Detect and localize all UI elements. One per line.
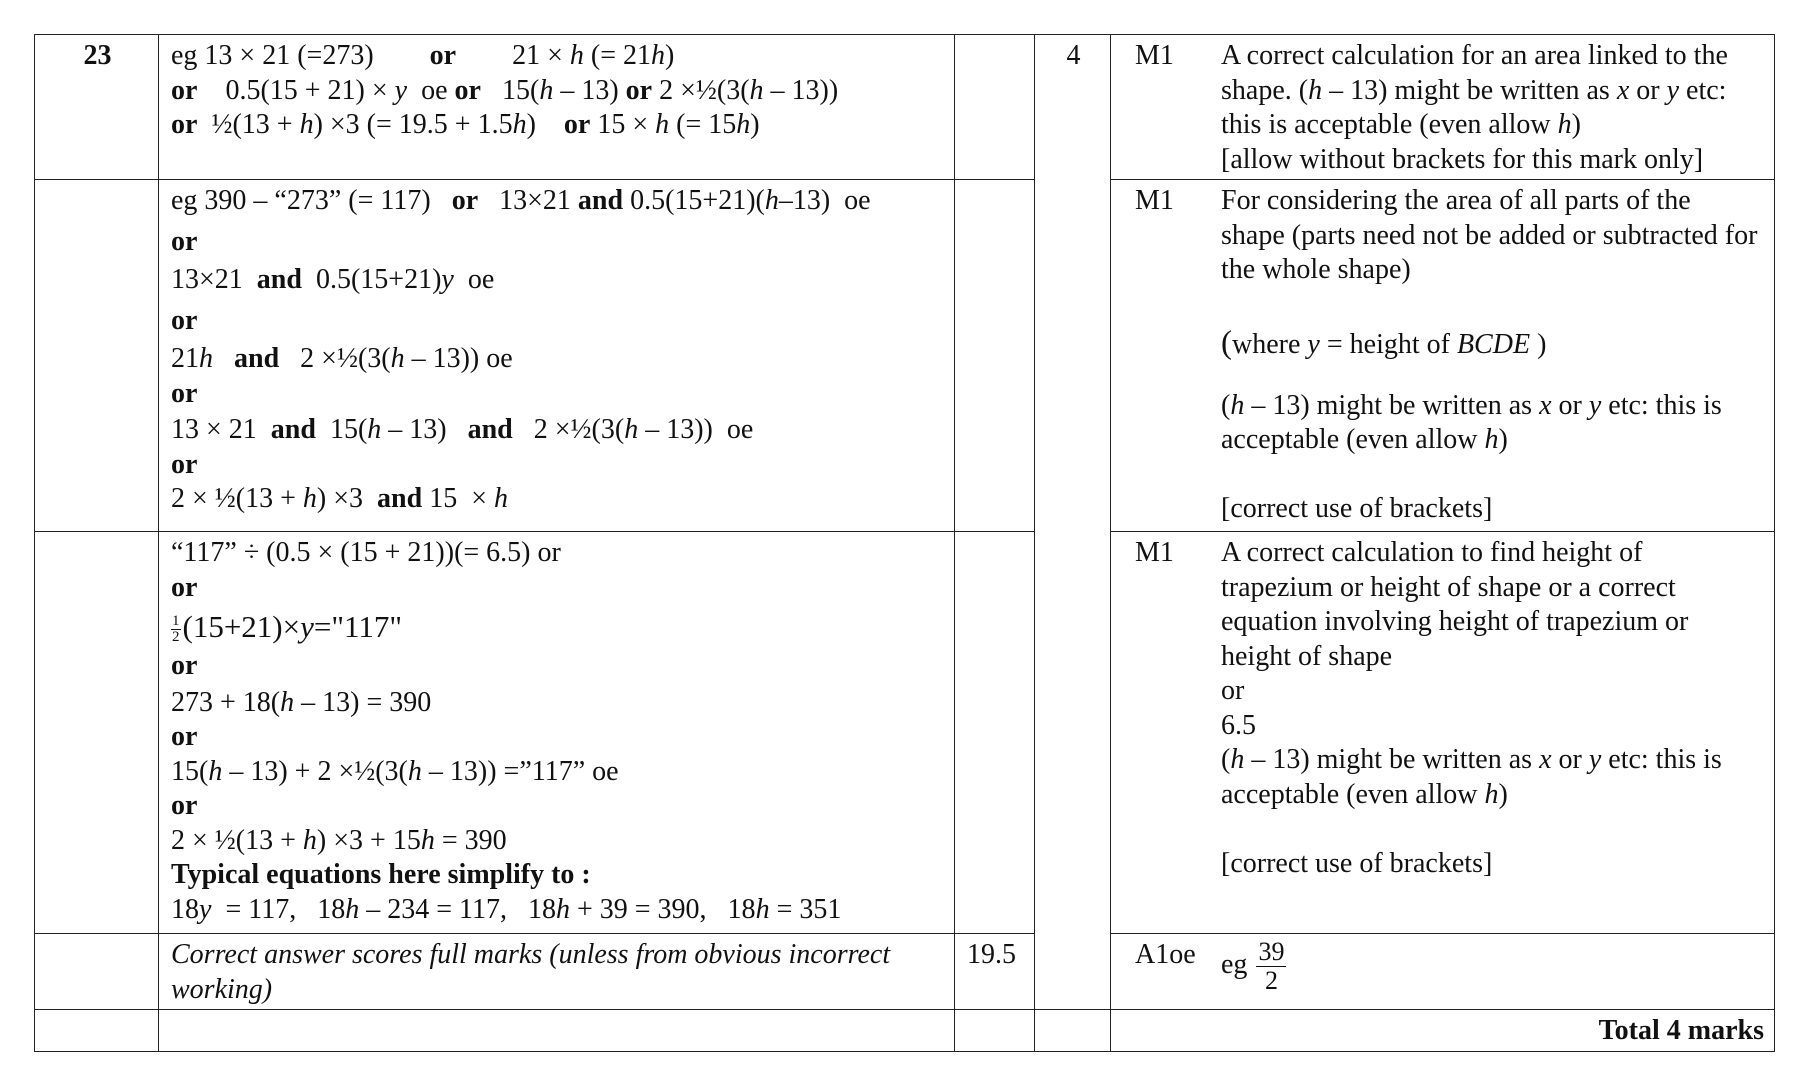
working-line: 13×21 and 0.5(15+21)y oe	[171, 264, 495, 295]
working-or: or	[171, 448, 198, 480]
working-or: or	[171, 377, 198, 409]
working-cell	[159, 180, 955, 532]
working-line: $\frac{1}{2}$ (15+21)×y="117"	[172, 609, 403, 646]
table-row	[35, 180, 1775, 532]
table-row	[35, 1010, 1775, 1052]
question-number: 23	[35, 35, 159, 180]
guidance-cell	[1111, 35, 1775, 180]
mark-scheme	[34, 34, 1774, 1052]
working-line: 273 + 18(h – 13) = 390	[171, 686, 432, 718]
empty-cell	[35, 1010, 159, 1052]
mark-code: M1	[1135, 185, 1174, 216]
mark-code: M1	[1135, 40, 1174, 71]
guidance-cell	[1111, 934, 1775, 1010]
working-cell: Correct answer scores full marks (unless from obvious incorrect working)	[159, 934, 955, 1010]
working-or: or	[171, 304, 198, 336]
table-row	[35, 532, 1775, 934]
answer-cell	[955, 532, 1035, 934]
working-cell	[159, 35, 955, 180]
total-marks: Total 4 marks	[1111, 1010, 1775, 1052]
question-number-empty	[35, 180, 159, 532]
working-line: eg 390 – “273” (= 117) or 13×21 and 0.5(15+21)(h–13) oe	[171, 185, 871, 216]
guidance-text: A correct calculation for an area linked to the shape. (h – 13) might be written as x or y etc: this is acceptable (even allow h) [allow without brackets for this mark only]	[1221, 40, 1728, 175]
answer-fraction: $\frac{39}{2}$	[1258, 937, 1285, 995]
working-line: or 0.5(15 + 21) × y oe or 15(h – 13) or 2 ×½(3(h – 13))	[171, 74, 839, 106]
guidance-cell	[1111, 180, 1775, 532]
guidance-text: A correct calculation to find height of trapezium or height of shape or a correct equation involving height of trapezium or height of shape or 6.5 (h – 13) might be written as x or y etc: this is acceptable (even allow h) [correct use of brackets]	[1221, 537, 1722, 879]
working-cell	[159, 532, 955, 934]
working-line: “117” ÷ (0.5 × (15 + 21))(= 6.5) or	[171, 537, 561, 568]
answer-cell	[955, 180, 1035, 532]
working-line: 13 × 21 and 15(h – 13) and 2 ×½(3(h – 13)) oe	[171, 414, 754, 445]
question-number-empty	[35, 934, 159, 1010]
marks-cell: 4	[1035, 35, 1111, 1010]
guidance-text: eg $\frac{39}{2}$	[1221, 937, 1285, 995]
working-line: eg 13 × 21 (=273) or 21 × h (= 21h)	[171, 40, 675, 71]
working-line: 21h and 2 ×½(3(h – 13)) oe	[171, 343, 513, 374]
guidance-text: For considering the area of all parts of the shape (parts need not be added or subtracted for the whole shape) (where y = height of BCDE ) (h – 13) might be written as x or y etc: this is acceptable (even allow h) [correct use of brackets]	[1221, 185, 1758, 524]
working-or: or	[171, 790, 198, 821]
working-line: 2 × ½(13 + h) ×3 + 15h = 390	[171, 824, 507, 856]
guidance-cell	[1111, 532, 1775, 934]
question-number-empty	[35, 532, 159, 934]
working-line: 15(h – 13) + 2 ×½(3(h – 13)) =”117” oe	[171, 755, 619, 787]
working-line: or ½(13 + h) ×3 (= 19.5 + 1.5h) or 15 × h (= 15h)	[171, 109, 760, 140]
table-row	[35, 934, 1775, 1010]
working-line: 2 × ½(13 + h) ×3 and 15 × h	[171, 483, 508, 514]
mark-code: M1	[1135, 537, 1174, 568]
answer-cell	[955, 35, 1035, 180]
working-note: Typical equations here simplify to :	[171, 859, 591, 890]
working-line: 18y = 117, 18h – 234 = 117, 18h + 39 = 390, 18h = 351	[171, 893, 842, 925]
empty-cell	[1035, 1010, 1111, 1052]
working-or: or	[171, 721, 198, 752]
table-row	[35, 35, 1775, 180]
working-or: or	[171, 650, 198, 681]
empty-cell	[955, 1010, 1035, 1052]
working-or: or	[171, 571, 198, 603]
half-fraction: $\frac{1}{2}$	[172, 613, 180, 646]
answer-value: 19.5	[955, 934, 1035, 1010]
working-or: or	[171, 225, 198, 257]
mark-code: A1oe	[1135, 939, 1196, 970]
mark-scheme-table	[34, 34, 1775, 1052]
empty-cell	[159, 1010, 955, 1052]
